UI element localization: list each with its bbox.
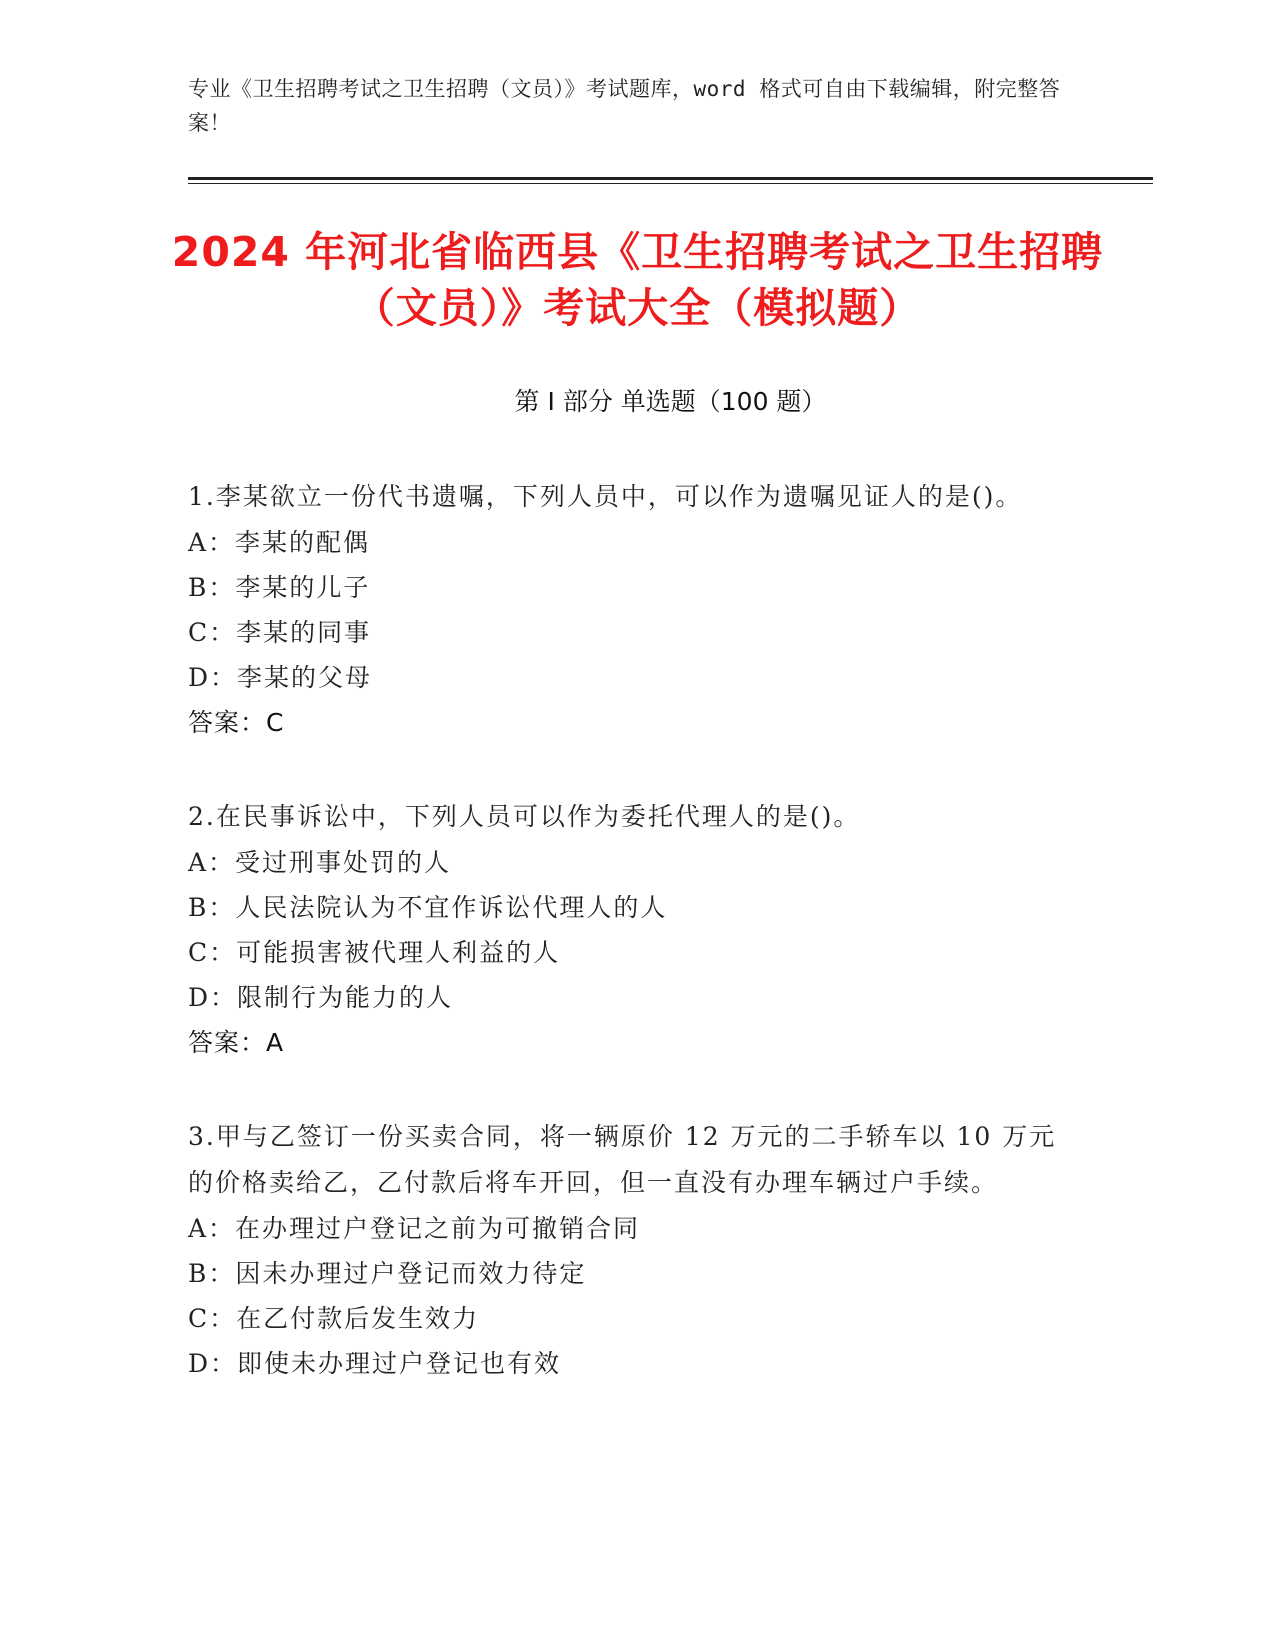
question-stem: 2.在民事诉讼中，下列人员可以作为委托代理人的是()。: [188, 802, 861, 831]
option-c: C：李某的同事: [188, 618, 372, 647]
question-3: [188, 1114, 1068, 1386]
answer: 答案：A: [188, 1028, 285, 1057]
option-d: D：限制行为能力的人: [188, 983, 454, 1012]
header-divider-thin: [188, 183, 1153, 184]
question-stem: 1.李某欲立一份代书遗嘱，下列人员中，可以作为遗嘱见证人的是()。: [188, 482, 1023, 511]
option-d: D：即使未办理过户登记也有效: [188, 1349, 562, 1378]
answer: 答案：C: [188, 708, 285, 737]
option-a: A：李某的配偶: [188, 528, 371, 557]
question-list: [188, 474, 1068, 1434]
document-title: 2024 年河北省临西县《卫生招聘考试之卫生招聘（文员）》考试大全（模拟题）: [171, 228, 1104, 332]
option-a: A：受过刑事处罚的人: [188, 848, 452, 877]
header-note: 专业《卫生招聘考试之卫生招聘（文员）》考试题库，word 格式可自由下载编辑，附完整答案！: [188, 77, 1061, 135]
option-a: A：在办理过户登记之前为可撤销合同: [188, 1214, 641, 1243]
option-c: C：在乙付款后发生效力: [188, 1304, 480, 1333]
option-b: B：人民法院认为不宜作诉讼代理人的人: [188, 893, 668, 922]
option-b: B：李某的儿子: [188, 573, 371, 602]
question-stem: 3.甲与乙签订一份买卖合同，将一辆原价 12 万元的二手轿车以 10 万元的价格卖给乙，乙付款后将车开回，但一直没有办理车辆过户手续。: [188, 1122, 1057, 1197]
option-b: B：因未办理过户登记而效力待定: [188, 1259, 587, 1288]
section-title: 第 I 部分 单选题（100 题）: [514, 387, 827, 416]
question-1: [188, 474, 1068, 746]
option-d: D：李某的父母: [188, 663, 373, 692]
option-c: C：可能损害被代理人利益的人: [188, 938, 561, 967]
header-divider: [188, 177, 1153, 180]
question-2: [188, 794, 1068, 1066]
